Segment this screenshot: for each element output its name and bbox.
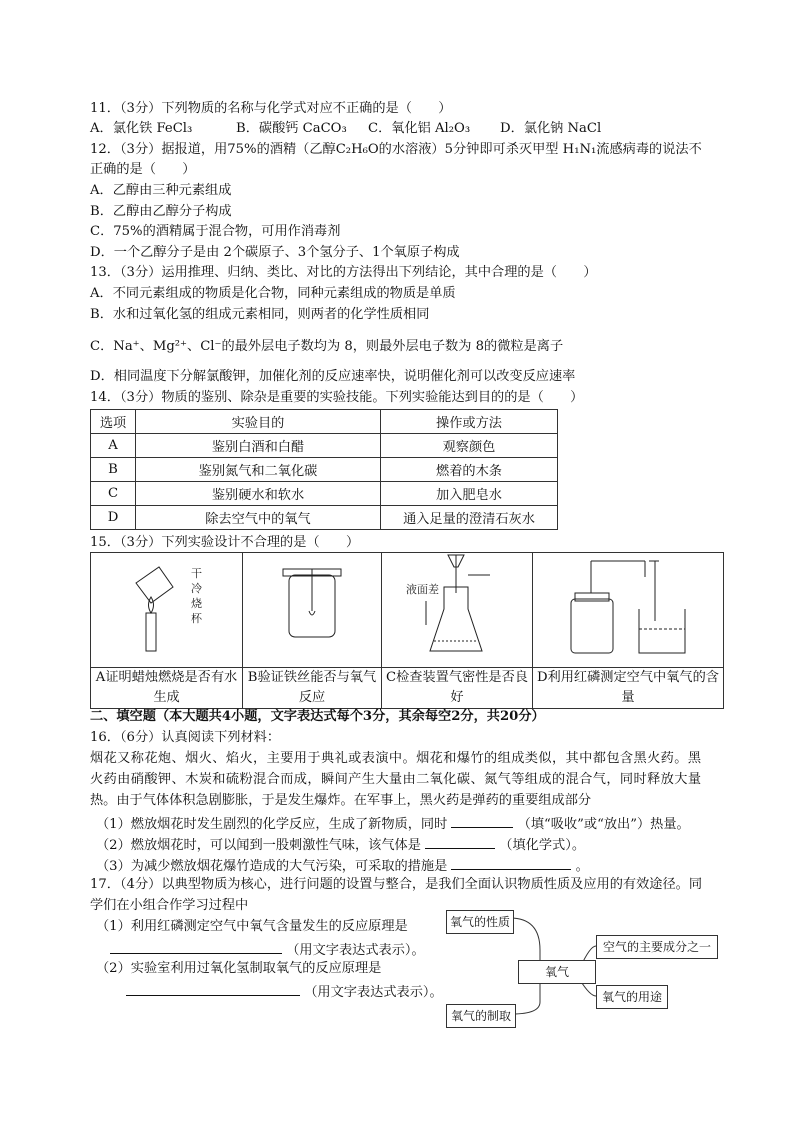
q16-sub2 <box>96 834 585 855</box>
node-preparation: 氧气的制取 <box>446 1004 516 1028</box>
table-row <box>91 434 558 458</box>
q15-caption-b: B验证铁丝能否与氧气反应 <box>243 668 382 709</box>
bottle-wire-figure <box>243 553 381 663</box>
q17-stem-line2: 学们在小组合作学习过程中 <box>90 898 249 913</box>
q17-sub1-tail: （用文字表达式表示）。 <box>286 943 425 958</box>
q15-image-b <box>243 553 382 668</box>
q17-sub1: （1）利用红磷测定空气中氧气含量发生的反应原理是 <box>96 919 408 934</box>
q15-image-a <box>91 553 243 668</box>
q16-sub3-text: （3）为减少燃放烟花爆竹造成的大气污染，可采取的措施是 <box>96 859 448 874</box>
liquid-diff-label: 液面差 <box>406 583 439 596</box>
q11-stem: 11．（3分）下列物质的名称与化学式对应不正确的是（ ） <box>90 101 452 116</box>
table-header: 操作或方法 <box>381 410 558 434</box>
answer-blank[interactable] <box>451 855 571 870</box>
candle-beaker-figure <box>91 553 242 663</box>
svg-text:烧: 烧 <box>191 597 202 610</box>
red-phosphorus-figure <box>533 553 723 663</box>
q16-para-1: 烟花又称花炮、烟火、焰火，主要用于典礼或表演中。烟花和爆竹的组成类似，其中都包含黑火药。黑 <box>90 751 702 766</box>
q17-sub2-answer <box>126 981 443 1002</box>
q15-image-c <box>382 553 533 668</box>
q16-sub1-text: （1）燃放烟花时发生剧烈的化学反应，生成了新物质，同时 <box>96 817 448 832</box>
q16-para-2: 火药由硝酸钾、木炭和硫粉混合而成，瞬间产生大量由二氧化碳、氮气等组成的混合气，同时释放大量 <box>90 772 702 787</box>
q12-stem-line2: 正确的是（ ） <box>90 162 196 177</box>
q16-stem: 16．（6分）认真阅读下列材料： <box>90 730 281 745</box>
q12-option-a: A．乙醇由三种元素组成 <box>90 183 232 198</box>
q13-option-b: B．水和过氧化氢的组成元素相同，则两者的化学性质相同 <box>90 307 430 322</box>
table-cell: 加入肥皂水 <box>381 482 558 506</box>
q11-option-c: C．氧化铝 Al₂O₃ <box>368 121 471 136</box>
node-center-oxygen: 氧气 <box>518 960 596 984</box>
q15-caption-c: C检查装置气密性是否良好 <box>382 668 533 709</box>
q14-table <box>90 409 558 530</box>
node-air-component: 空气的主要成分之一 <box>596 935 718 959</box>
table-cell: 除去空气中的氧气 <box>136 506 381 530</box>
table-cell: A <box>91 434 136 458</box>
table-cell: 鉴别硬水和软水 <box>136 482 381 506</box>
q15-image-d <box>533 553 724 668</box>
q12-option-c: C．75%的酒精属于混合物，可用作消毒剂 <box>90 224 341 239</box>
q16-sub2-tail: （填化学式）。 <box>499 838 586 853</box>
table-header-row <box>91 410 558 434</box>
q12-option-d: D．一个乙醇分子是由 2个碳原子、3个氢分子、1个氧原子构成 <box>90 245 460 260</box>
answer-blank[interactable] <box>425 834 495 849</box>
table-cell: 鉴别白酒和白醋 <box>136 434 381 458</box>
q13-option-c: C．Na⁺、Mg²⁺、Cl⁻的最外层电子数均为 8，则最外层电子数为 8的微粒是离子 <box>90 339 564 354</box>
q17-sub2: （2）实验室利用过氧化氢制取氧气的反应原理是 <box>96 961 382 976</box>
node-uses: 氧气的用途 <box>596 985 668 1009</box>
table-header: 实验目的 <box>136 410 381 434</box>
table-cell: B <box>91 458 136 482</box>
section-heading: 二、填空题（本大题共4小题，文字表达式每个3分，其余每空2分，共20分） <box>90 709 545 724</box>
svg-text:冷: 冷 <box>191 582 202 595</box>
q11-option-a: A．氯化铁 FeCl₃ <box>90 121 193 136</box>
table-cell: 燃着的木条 <box>381 458 558 482</box>
answer-blank[interactable] <box>451 813 513 828</box>
q15-caption-row <box>91 668 724 709</box>
q15-image-row <box>91 553 724 668</box>
q11-option-b: B．碳酸钙 CaCO₃ <box>236 121 347 136</box>
table-header: 选项 <box>91 410 136 434</box>
q15-caption-d: D利用红磷测定空气中氧气的含量 <box>533 668 724 709</box>
q12-option-b: B．乙醇由乙醇分子构成 <box>90 204 232 219</box>
table-cell: 鉴别氮气和二氧化碳 <box>136 458 381 482</box>
answer-blank[interactable] <box>126 981 300 996</box>
beaker-label-1: 干 <box>191 567 202 580</box>
answer-blank[interactable] <box>110 939 282 954</box>
q17-sub2-tail: （用文字表达式表示）。 <box>304 985 443 1000</box>
q15-table <box>90 552 724 709</box>
table-cell: 通入足量的澄清石灰水 <box>381 506 558 530</box>
table-row <box>91 458 558 482</box>
q11-option-d: D．氯化钠 NaCl <box>500 121 602 136</box>
flask-airtight-figure <box>382 553 532 663</box>
q13-option-d: D．相同温度下分解氯酸钾，加催化剂的反应速率快，说明催化剂可以改变反应速率 <box>90 369 576 384</box>
table-row <box>91 506 558 530</box>
node-properties: 氧气的性质 <box>446 910 514 934</box>
table-cell: D <box>91 506 136 530</box>
q15-caption-a: A证明蜡烛燃烧是否有水生成 <box>91 668 243 709</box>
q17-sub1-answer <box>110 939 425 960</box>
table-cell: C <box>91 482 136 506</box>
q16-sub2-text: （2）燃放烟花时，可以闻到一股刺激性气味，该气体是 <box>96 838 421 853</box>
q13-stem: 13．（3分）运用推理、归纳、类比、对比的方法得出下列结论，其中合理的是（ ） <box>90 265 597 280</box>
q17-stem-line1: 17．（4分）以典型物质为核心，进行问题的设置与整合，是我们全面认识物质性质及应用的有效途径。同 <box>90 877 703 892</box>
q16-sub1 <box>96 813 690 834</box>
q16-para-3: 热。由于气体体积急剧膨胀，于是发生爆炸。在军事上，黑火药是弹药的重要组成部分 <box>90 793 592 808</box>
q14-stem: 14．（3分）物质的鉴别、除杂是重要的实验技能。下列实验能达到目的的是（ ） <box>90 390 584 405</box>
q16-sub1-tail: （填“吸收”或“放出”）热量。 <box>517 817 690 832</box>
q16-sub3-tail: 。 <box>575 859 589 874</box>
q15-stem: 15．（3分）下列实验设计不合理的是（ ） <box>90 535 360 550</box>
q12-stem-line1: 12．（3分）据报道，用75%的酒精（乙醇C₂H₆O的水溶液）5分钟即可杀灭甲型 H₁N₁流感病毒的说法不 <box>90 142 702 157</box>
q13-option-a: A．不同元素组成的物质是化合物，同种元素组成的物质是单质 <box>90 286 456 301</box>
q16-sub3 <box>96 855 589 876</box>
table-row <box>91 482 558 506</box>
table-cell: 观察颜色 <box>381 434 558 458</box>
svg-text:杯: 杯 <box>191 612 202 625</box>
